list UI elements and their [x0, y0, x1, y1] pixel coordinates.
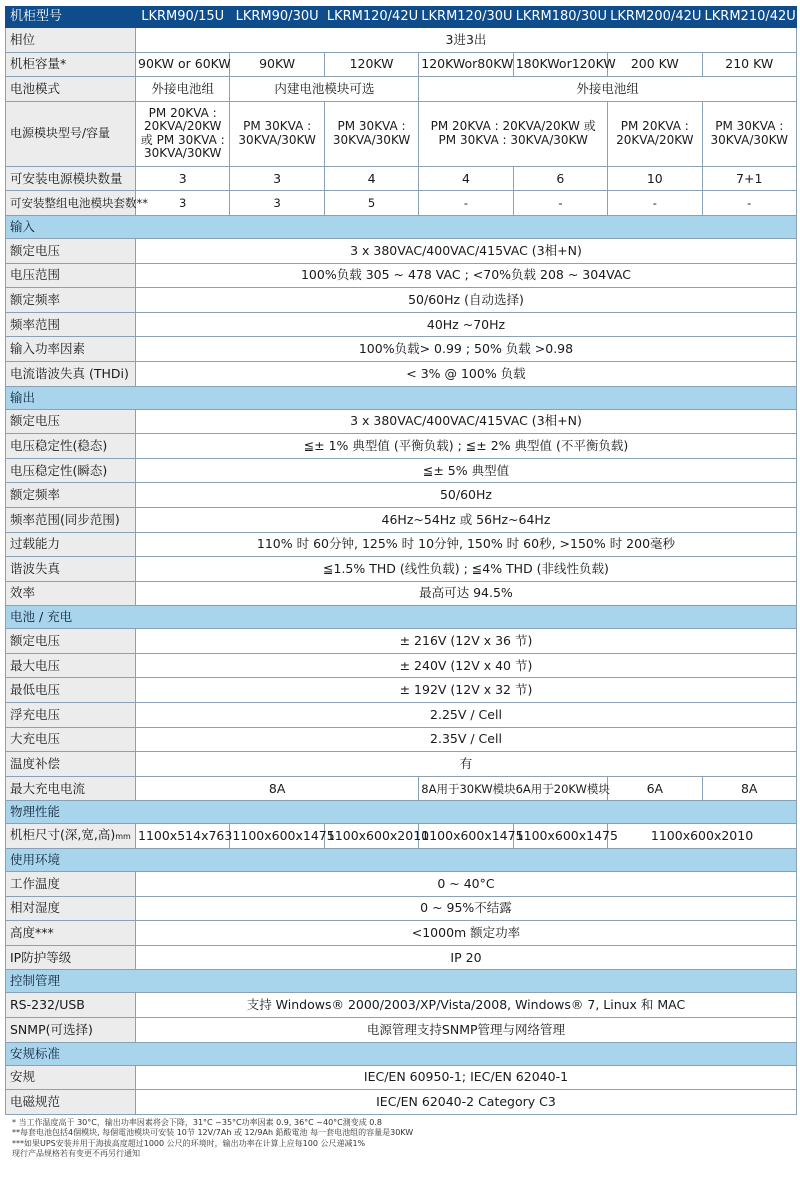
row-label: 额定频率: [6, 288, 136, 313]
spec-row: [6, 678, 797, 703]
row-value: ± 192V (12V x 32 节): [136, 678, 797, 703]
cell-value: -: [608, 191, 702, 216]
cell-value: PM 30KVA : 30KVA/30KW: [230, 101, 324, 166]
spec-row: [6, 1018, 797, 1043]
section-title: 电池 / 充电: [6, 606, 797, 629]
model-name: LKRM120/30U: [419, 7, 513, 28]
row-label: 电流谐波失真 (THDi): [6, 361, 136, 386]
cell-value: 3: [230, 191, 324, 216]
model-name: LKRM90/30U: [230, 7, 324, 28]
row-label: 大充电压: [6, 727, 136, 752]
section-header-output: [6, 386, 797, 409]
cell-value: 1100x600x1475: [230, 824, 324, 849]
battery-sets-row: [6, 191, 797, 216]
row-label: 电压范围: [6, 263, 136, 288]
spec-row: [6, 629, 797, 654]
cell-value: 10: [608, 166, 702, 191]
cell-value: 3: [136, 191, 230, 216]
spec-row: [6, 263, 797, 288]
model-name: LKRM180/30U: [513, 7, 607, 28]
cell-value: 1100x514x763: [136, 824, 230, 849]
row-label: 过载能力: [6, 532, 136, 557]
row-value: 2.35V / Cell: [136, 727, 797, 752]
cell-value: 1100x600x1475: [513, 824, 607, 849]
section-header-input: [6, 215, 797, 238]
row-value: 100%负载> 0.99 ; 50% 负载 >0.98: [136, 337, 797, 362]
spec-row: [6, 993, 797, 1018]
row-value: <1000m 额定功率: [136, 921, 797, 946]
row-label: RS-232/USB: [6, 993, 136, 1018]
row-label: 浮充电压: [6, 703, 136, 728]
spec-row: [6, 458, 797, 483]
row-value: ≦± 1% 典型值 (平衡负载) ; ≦± 2% 典型值 (不平衡负载): [136, 434, 797, 459]
footnote: * 当工作温度高于 30°C，输出功率因素将会下降，31°C ~35°C功率因素 0.9, 36°C ~40°C測变成 0.8: [12, 1117, 383, 1127]
row-value: 有: [136, 752, 797, 777]
cell-value: 210 KW: [702, 52, 796, 77]
row-label: 高度***: [6, 921, 136, 946]
cell-value: 90KW: [230, 52, 324, 77]
row-label: 额定频率: [6, 483, 136, 508]
spec-row: [6, 434, 797, 459]
row-label: 频率范围(同步范围): [6, 507, 136, 532]
model-name: LKRM200/42U: [608, 7, 702, 28]
row-value: 支持 Windows® 2000/2003/XP/Vista/2008, Windows® 7, Linux 和 MAC: [136, 993, 797, 1018]
cell-value: 1100x600x2010: [324, 824, 418, 849]
row-label: 电压稳定性(瞬态): [6, 458, 136, 483]
spec-row: [6, 703, 797, 728]
row-label: 最大充电电流: [6, 776, 136, 801]
row-value: 110% 时 60分钟, 125% 时 10分钟, 150% 时 60秒, >150% 时 200毫秒: [136, 532, 797, 557]
spec-row: [6, 1090, 797, 1115]
section-title: 使用环境: [6, 849, 797, 872]
row-value: ≦1.5% THD (线性负载) ; ≦4% THD (非线性负载): [136, 557, 797, 582]
row-label: 电磁规范: [6, 1090, 136, 1115]
model-name: LKRM90/15U: [136, 7, 230, 28]
row-label: 安规: [6, 1065, 136, 1090]
cell-value: 90KW or 60KW: [136, 52, 230, 77]
battery-mode-row: [6, 77, 797, 102]
row-value: 3 x 380VAC/400VAC/415VAC (3相+N): [136, 238, 797, 263]
section-title: 控制管理: [6, 970, 797, 993]
dims-unit: mm: [115, 832, 131, 842]
model-name: LKRM120/42U: [324, 7, 418, 28]
row-label: 频率范围: [6, 312, 136, 337]
cell-value: 120KWor80KW: [419, 52, 513, 77]
cell-value: 外接电池组: [136, 77, 230, 102]
row-label: 额定电压: [6, 238, 136, 263]
cell-value: 内建电池模块可选: [230, 77, 419, 102]
row-value: IEC/EN 62040-2 Category C3: [136, 1090, 797, 1115]
row-label: 最大电压: [6, 653, 136, 678]
row-value: ± 240V (12V x 40 节): [136, 653, 797, 678]
cell-value: PM 20KVA : 20KVA/20KW 或 PM 30KVA : 30KVA/30KW: [419, 101, 608, 166]
cell-value: 120KW: [324, 52, 418, 77]
cell-value: 1100x600x1475: [419, 824, 513, 849]
row-value: 100%负载 305 ~ 478 VAC ; <70%负载 208 ~ 304VAC: [136, 263, 797, 288]
footnote: ***如果UPS安装并用于海拔高度超过1000 公尺的环境时，输出功率在计算上应每100 公尺递减1%: [12, 1138, 366, 1148]
row-label: 谐波失真: [6, 557, 136, 582]
spec-row: [6, 752, 797, 777]
row-value: 3进3出: [136, 28, 797, 53]
cell-value: 200 KW: [608, 52, 702, 77]
spec-row: [6, 532, 797, 557]
row-value: 40Hz ~70Hz: [136, 312, 797, 337]
row-label: 温度补偿: [6, 752, 136, 777]
row-label: 电池模式: [6, 77, 136, 102]
row-value: IP 20: [136, 945, 797, 970]
cell-value: PM 20KVA : 20KVA/20KW: [608, 101, 702, 166]
spec-row: [6, 507, 797, 532]
max-charge-row: [6, 776, 797, 801]
cell-value: 180KWor120KW: [513, 52, 607, 77]
cell-value: 6: [513, 166, 607, 191]
row-label: 电源模块型号/容量: [6, 101, 136, 166]
spec-row: [6, 483, 797, 508]
spec-row: [6, 921, 797, 946]
row-label: 相对湿度: [6, 896, 136, 921]
row-value: IEC/EN 60950-1; IEC/EN 62040-1: [136, 1065, 797, 1090]
cell-value: 6A: [608, 776, 702, 801]
spec-row: [6, 872, 797, 897]
row-value: ± 216V (12V x 36 节): [136, 629, 797, 654]
cell-value: PM 30KVA : 30KVA/30KW: [702, 101, 796, 166]
section-header-environment: [6, 849, 797, 872]
spec-row: [6, 1065, 797, 1090]
capacity-row: [6, 52, 797, 77]
row-value: 50/60Hz (自动选择): [136, 288, 797, 313]
row-label: 最低电压: [6, 678, 136, 703]
row-label: 效率: [6, 581, 136, 606]
row-value: 46Hz~54Hz 或 56Hz~64Hz: [136, 507, 797, 532]
section-title: 物理性能: [6, 801, 797, 824]
header-row: [6, 7, 797, 28]
row-label: IP防护等级: [6, 945, 136, 970]
spec-row: [6, 312, 797, 337]
cell-value: 5: [324, 191, 418, 216]
row-label: 可安装整组电池模块套数**: [6, 191, 136, 216]
cell-value: -: [513, 191, 607, 216]
section-header-control: [6, 970, 797, 993]
row-value: 2.25V / Cell: [136, 703, 797, 728]
footnotes: [12, 1118, 800, 1160]
spec-row: [6, 581, 797, 606]
spec-row: [6, 361, 797, 386]
row-value: 最高可达 94.5%: [136, 581, 797, 606]
row-label: 机柜容量*: [6, 52, 136, 77]
cell-value: -: [419, 191, 513, 216]
row-label: [6, 824, 136, 849]
cell-value: PM 30KVA : 30KVA/30KW: [324, 101, 418, 166]
row-label: 工作温度: [6, 872, 136, 897]
section-header-battery: [6, 606, 797, 629]
dims-row: [6, 824, 797, 849]
footnote: 现行产品规格若有变更不再另行通知: [12, 1149, 140, 1158]
row-value: 0 ~ 95%不结露: [136, 896, 797, 921]
spec-row: [6, 896, 797, 921]
cell-value: 3: [136, 166, 230, 191]
row-label: 相位: [6, 28, 136, 53]
model-name: LKRM210/42U: [702, 7, 796, 28]
row-label: 额定电压: [6, 629, 136, 654]
section-title: 安规标准: [6, 1042, 797, 1065]
cell-value: 1100x600x2010: [608, 824, 797, 849]
header-label: 机柜型号: [6, 7, 136, 28]
row-label: 电压稳定性(稳态): [6, 434, 136, 459]
cell-value: 7+1: [702, 166, 796, 191]
row-label: 额定电压: [6, 409, 136, 434]
row-label: 可安装电源模块数量: [6, 166, 136, 191]
cell-value: 3: [230, 166, 324, 191]
spec-row: [6, 337, 797, 362]
row-value: ≦± 5% 典型值: [136, 458, 797, 483]
cell-value: 8A: [136, 776, 419, 801]
phase-row: [6, 28, 797, 53]
section-header-physical: [6, 801, 797, 824]
cell-value: -: [702, 191, 796, 216]
row-value: 0 ~ 40°C: [136, 872, 797, 897]
spec-row: [6, 945, 797, 970]
row-value: < 3% @ 100% 负载: [136, 361, 797, 386]
row-value: 50/60Hz: [136, 483, 797, 508]
spec-row: [6, 288, 797, 313]
row-value: 电源管理支持SNMP管理与网络管理: [136, 1018, 797, 1043]
dims-label: 机柜尺寸(深,宽,高): [10, 827, 116, 843]
cell-value: 4: [324, 166, 418, 191]
cell-value: 外接电池组: [419, 77, 797, 102]
spec-row: [6, 557, 797, 582]
cell-value: 4: [419, 166, 513, 191]
spec-row: [6, 727, 797, 752]
pm-model-row: [6, 101, 797, 166]
row-label: SNMP(可选择): [6, 1018, 136, 1043]
row-label: 输入功率因素: [6, 337, 136, 362]
cell-value: 8A用于30KW模块6A用于20KW模块: [419, 776, 608, 801]
section-title: 输出: [6, 386, 797, 409]
cell-value: PM 20KVA : 20KVA/20KW 或 PM 30KVA : 30KVA/30KW: [136, 101, 230, 166]
spec-row: [6, 409, 797, 434]
spec-table: [5, 6, 797, 1115]
footnote: **每套电池包括4個模块, 每個電池模块可安装 10节 12V/7Ah 或 12/9Ah 鉛酸電池 每一套电池组的容量是30KW: [12, 1128, 414, 1138]
spec-row: [6, 653, 797, 678]
pm-count-row: [6, 166, 797, 191]
spec-row: [6, 238, 797, 263]
cell-value: 8A: [702, 776, 796, 801]
row-value: 3 x 380VAC/400VAC/415VAC (3相+N): [136, 409, 797, 434]
section-header-safety: [6, 1042, 797, 1065]
section-title: 输入: [6, 215, 797, 238]
